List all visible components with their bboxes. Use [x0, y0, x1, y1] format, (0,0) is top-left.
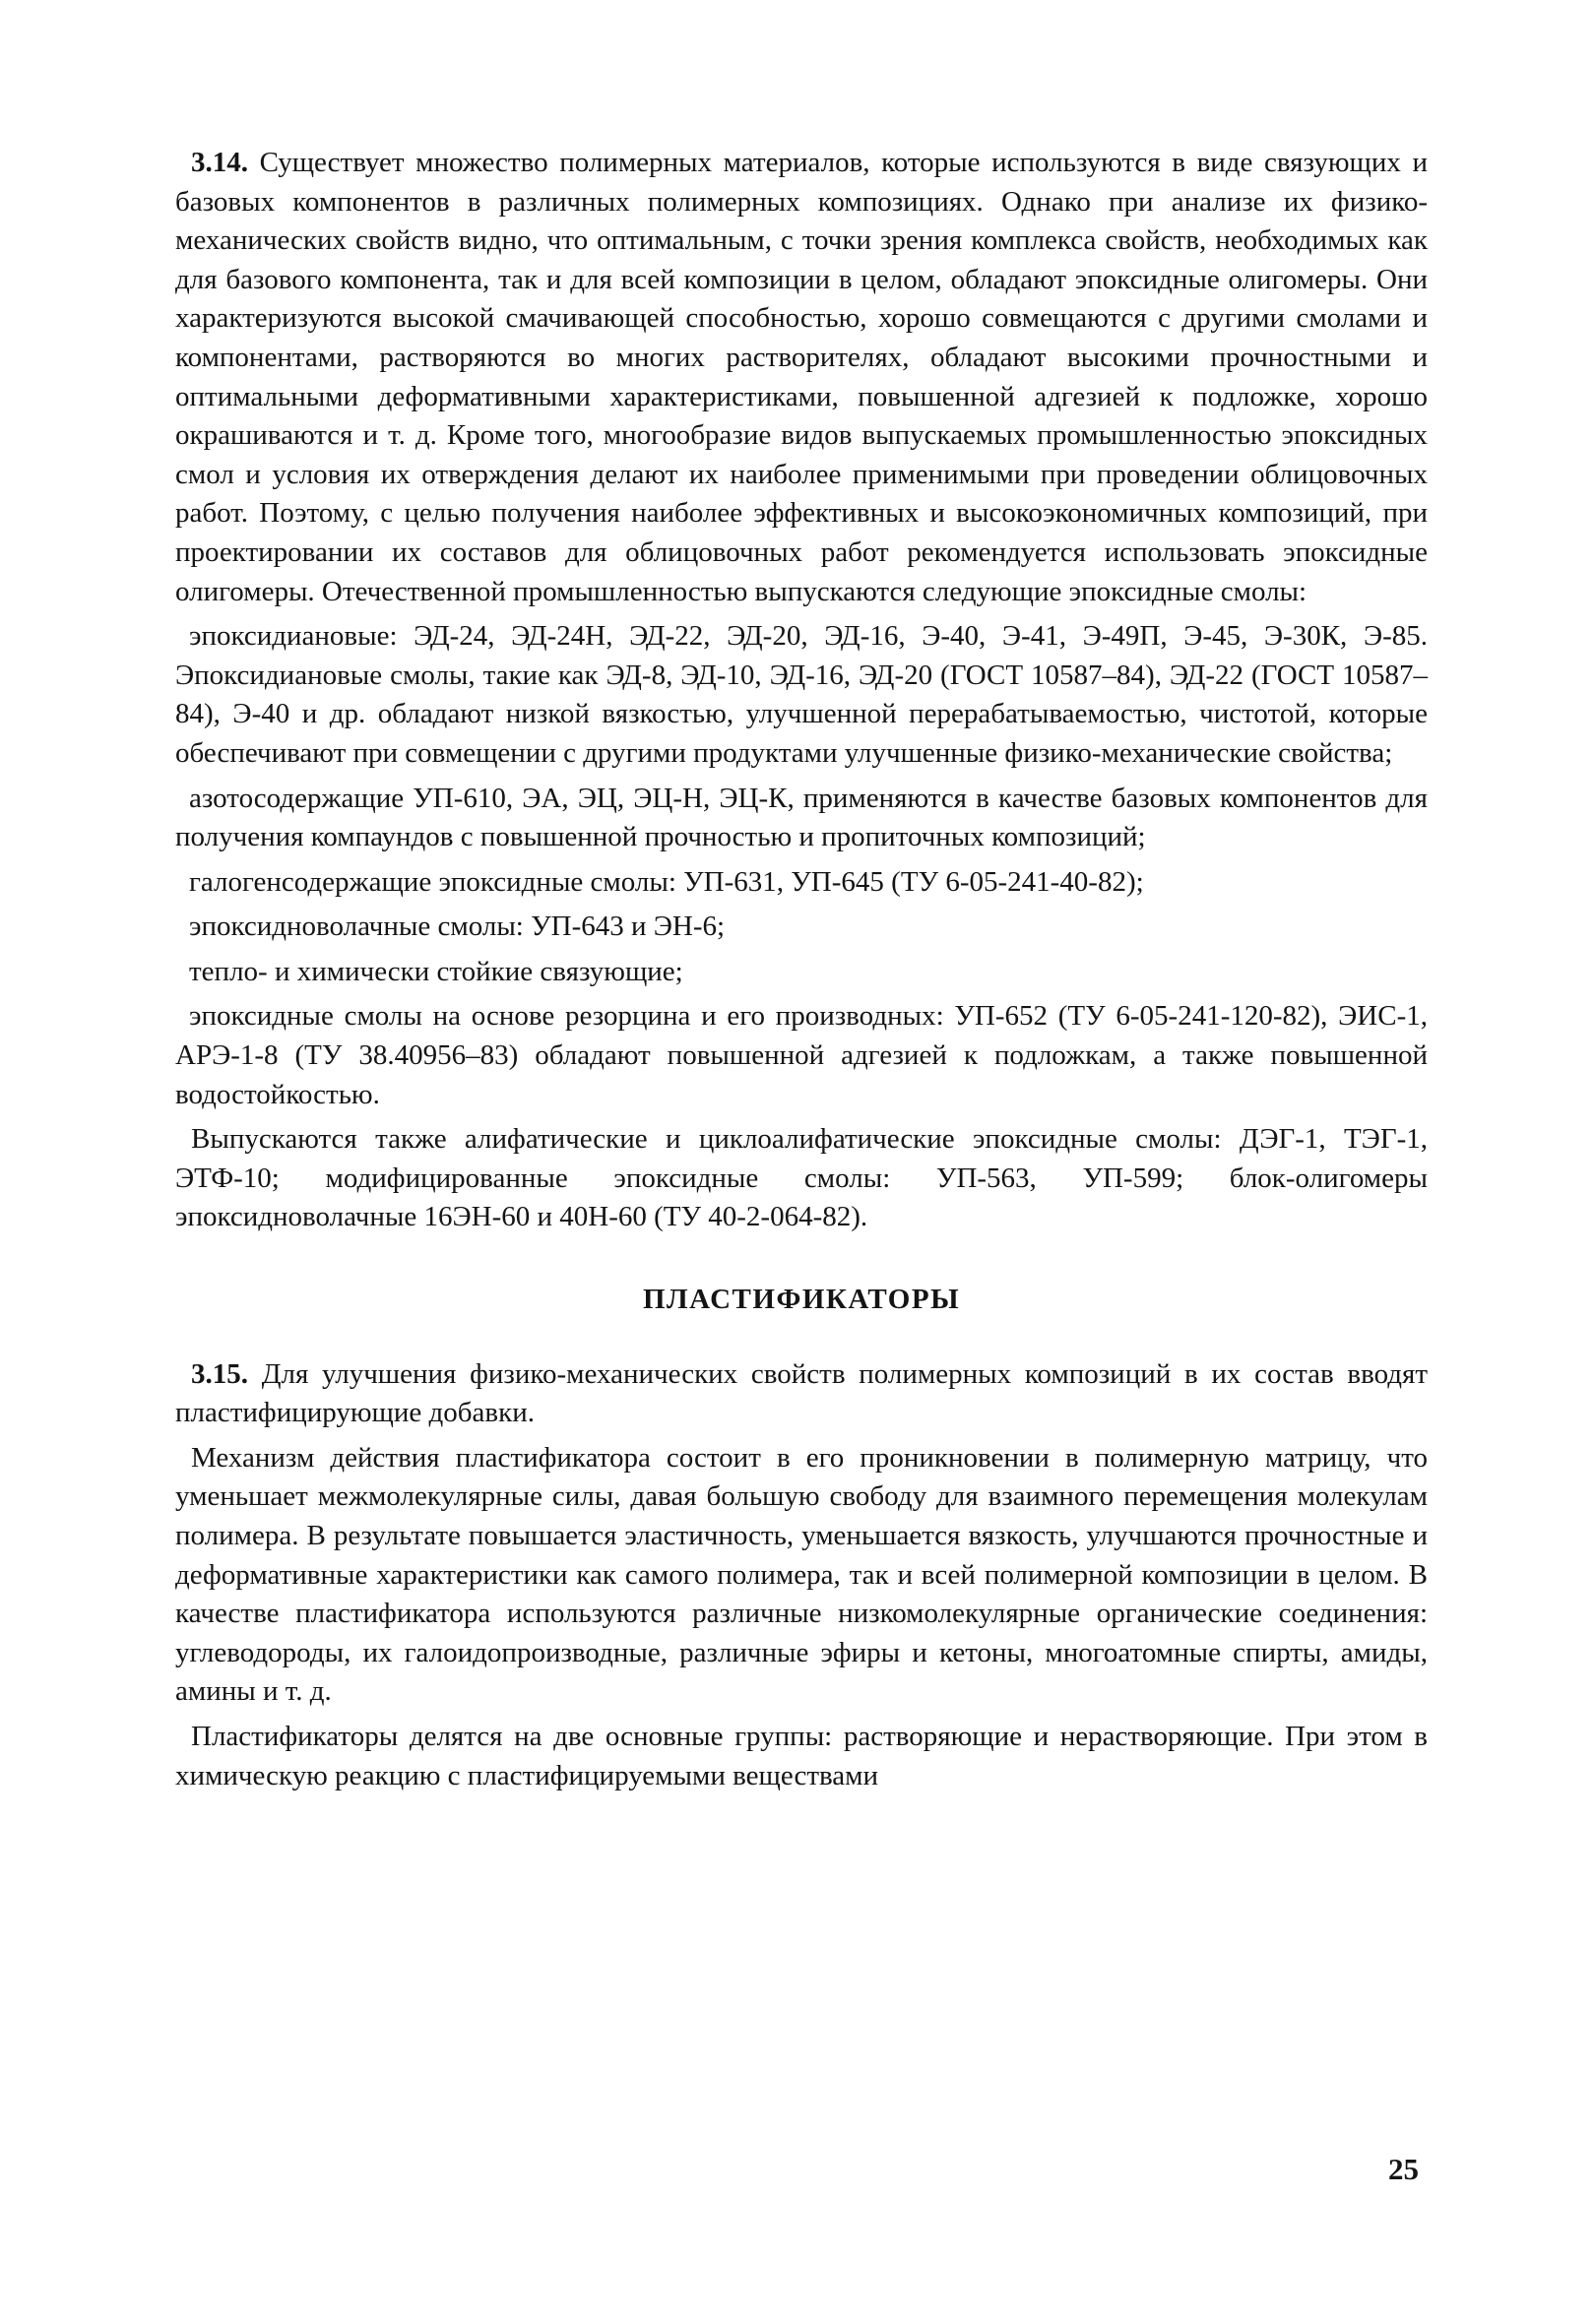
page-body — [175, 144, 1428, 1795]
list-item: галогенсодержащие эпоксидные смолы: УП-631, УП-645 (ТУ 6-05-241-40-82); — [189, 865, 1144, 898]
list-item: эпоксидные смолы на основе резорцина и его производных: УП-652 (ТУ 6-05-241-120-82), ЭИС-1, АРЭ-1-8 (ТУ 38.40956–83) обладают повышенной адгезией к подложкам, а также повышенной водостойкостью. — [175, 1000, 1428, 1110]
paragraph-groups: Пластификаторы делятся на две основные группы: растворяющие и нерастворяющие. При этом в химическую реакцию с пластифицируемыми веществами — [175, 1720, 1428, 1791]
paragraph-3-14 — [175, 144, 1428, 611]
section-number-3-14: 3.14. — [191, 147, 248, 178]
paragraph-also-produced: Выпускаются также алифатические и циклоалифатические эпоксидные смолы: ДЭГ-1, ТЭГ-1, ЭТФ-10; модифицированные эпоксидные смолы: УП-563, УП-599; блок-олигомеры эпоксидноволачные 16ЭН-60 и 40Н-60 (ТУ 40-2-064-82). — [175, 1123, 1428, 1233]
section-number-3-15: 3.15. — [191, 1357, 248, 1390]
list-item: эпоксидиановые: ЭД-24, ЭД-24Н, ЭД-22, ЭД-20, ЭД-16, Э-40, Э-41, Э-49П, Э-45, Э-30К, Э-85. Эпоксидиановые смолы, такие как ЭД-8, ЭД-10, ЭД-16, ЭД-20 (ГОСТ 10587–84), ЭД-22 (ГОСТ 10587–84), Э-40 и др. обладают низкой вязкостью, улучшенной перерабатываемостью, чистотой, которые обеспечивают при совмещении с другими продуктами улучшенные физико-механические свойства; — [175, 620, 1428, 769]
section-heading: ПЛАСТИФИКАТОРЫ — [642, 1284, 961, 1316]
page-number: 25 — [1388, 2152, 1419, 2186]
paragraph-3-14-text: Существует множество полимерных материалов, которые используются в виде связующих и базовых компонентов в различных полимерных композициях. Однако при анализе их физико-механических свойств видно, что оптимальным, с точки зрения комплекса свойств, необходимых как для базового компонента, так и для всей композиции в целом, обладают эпоксидные олигомеры. Они характеризуются высокой смачивающей способностью, хорошо совмещаются с другими смолами и компонентами, растворяются во многих растворителях, обладают высокими прочностными и оптимальными деформативными характеристиками, повышенной адгезией к подложке, хорошо окрашиваются и т. д. Кроме того, многообразие видов выпускаемых промышленностью эпоксидных смол и условия их отверждения делают их наиболее применимыми при проведении облицовочных работ. Поэтому, с целью получения наиболее эффективных и высокоэкономичных композиций, при проектировании их составов для облицовочных работ рекомендуется использовать эпоксидные олигомеры. Отечественной промышленностью выпускаются следующие эпоксидные смолы: — [175, 147, 1429, 607]
list-item: тепло- и химически стойкие связующие; — [189, 955, 683, 987]
paragraph-mechanism: Механизм действия пластификатора состоит в его проникновении в полимерную матрицу, что уменьшает межмолекулярные силы, давая большую свободу для взаимного перемещения молекулам полимера. В результате повышается эластичность, уменьшается вязкость, улучшаются прочностные и деформативные характеристики как самого полимера, так и всей полимерной композиции в целом. В качестве пластификатора используются различные низкомолекулярные органические соединения: углеводороды, их галоидопроизводные, различные эфиры и кетоны, многоатомные спирты, амиды, амины и т. д. — [175, 1441, 1428, 1708]
paragraph-3-15-text: Для улучшения физико-механических свойств полимерных композиций в их состав вводят пластифицирующие добавки. — [175, 1357, 1428, 1429]
list-item: эпоксидноволачные смолы: УП-643 и ЭН-6; — [189, 911, 726, 943]
list-item: азотосодержащие УП-610, ЭА, ЭЦ, ЭЦ-Н, ЭЦ-К, применяются в качестве базовых компонентов для получения компаундов с повышенной прочностью и пропиточных композиций; — [175, 782, 1428, 853]
paragraph-3-15 — [175, 1355, 1428, 1433]
resin-list — [175, 617, 1428, 1114]
